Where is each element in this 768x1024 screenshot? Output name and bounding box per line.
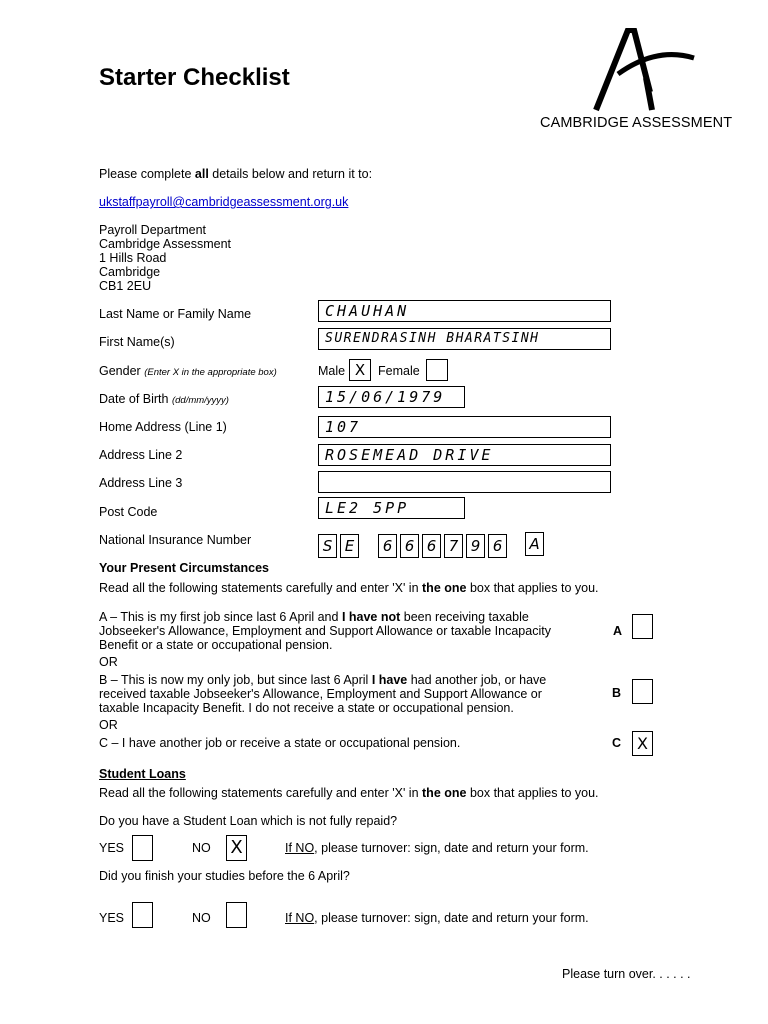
ni-char-box[interactable]: 6 (378, 534, 397, 558)
ni-char-box[interactable]: 6 (488, 534, 507, 558)
ni-label: National Insurance Number (99, 533, 252, 547)
q2-yes-label: YES (99, 911, 125, 925)
address-line: CB1 2EU (99, 279, 152, 293)
statement-c-checkbox[interactable]: X (632, 731, 653, 756)
statement-b-line: received taxable Jobseeker's Allowance, Employment and Support Allowance or (99, 687, 542, 701)
gender-label: Gender (Enter X in the appropriate box) (99, 364, 277, 378)
gender-note: (Enter X in the appropriate box) (144, 367, 277, 378)
first-name-label: First Name(s) (99, 335, 175, 349)
statement-a-line: Jobseeker's Allowance, Employment and Support Allowance or taxable Incapacity (99, 624, 551, 638)
student-loans-instruction: Read all the following statements carefully and enter 'X' in the one box that applies to you. (99, 786, 599, 800)
female-label: Female (378, 364, 420, 378)
q1-note: If NO, please turnover: sign, date and return your form. (285, 841, 589, 855)
circumstances-heading: Your Present Circumstances (99, 561, 269, 575)
q1-yes-label: YES (99, 841, 125, 855)
first-name-field[interactable]: SURENDRASINH BHARATSINH (318, 328, 611, 350)
statement-b-line: B – This is now my only job, but since last 6 April I have had another job, or have (99, 673, 547, 687)
statement-c-line: C – I have another job or receive a state or occupational pension. (99, 736, 461, 750)
address3-label: Address Line 3 (99, 476, 183, 490)
last-name-field[interactable]: CHAUHAN (318, 300, 611, 322)
statement-a-letter: A (613, 624, 623, 638)
ni-char-box[interactable]: 9 (466, 534, 485, 558)
statement-a-line: Benefit or a state or occupational pension. (99, 638, 333, 652)
q2-yes-checkbox[interactable] (132, 902, 153, 928)
ni-char-box[interactable]: 6 (400, 534, 419, 558)
female-checkbox[interactable] (426, 359, 448, 381)
ni-char-box[interactable]: S (318, 534, 337, 558)
address1-label: Home Address (Line 1) (99, 420, 227, 434)
payroll-email-link[interactable]: ukstaffpayroll@cambridgeassessment.org.uk (99, 195, 349, 209)
logo-text: CAMBRIDGE ASSESSMENT (540, 115, 733, 131)
statement-a-line: A – This is my first job since last 6 April and I have not been receiving taxable (99, 610, 529, 624)
address2-field[interactable]: ROSEMEAD DRIVE (318, 444, 611, 466)
ni-suffix-box[interactable]: A (525, 532, 544, 556)
q2-no-label: NO (192, 911, 211, 925)
postcode-field[interactable]: LE2 5PP (318, 497, 465, 519)
q2-note: If NO, please turnover: sign, date and return your form. (285, 911, 589, 925)
address3-field[interactable] (318, 471, 611, 493)
statement-b-line: taxable Incapacity Benefit. I do not receive a state or occupational pension. (99, 701, 514, 715)
male-checkbox[interactable]: X (349, 359, 371, 381)
statement-c-letter: C (612, 736, 622, 750)
studies-question: Did you finish your studies before the 6 April? (99, 869, 350, 883)
address-line: Payroll Department (99, 223, 206, 237)
ni-char-box[interactable]: E (340, 534, 359, 558)
or-separator: OR (99, 718, 118, 732)
student-loans-heading: Student Loans (99, 767, 186, 781)
ni-char-box[interactable]: 6 (422, 534, 441, 558)
male-label: Male (318, 364, 346, 378)
q1-no-checkbox[interactable]: X (226, 835, 247, 861)
address-line: Cambridge (99, 265, 161, 279)
circumstances-instruction: Read all the following statements carefully and enter 'X' in the one box that applies to you. (99, 581, 599, 595)
dob-label: Date of Birth (dd/mm/yyyy) (99, 392, 229, 406)
dob-field[interactable]: 15/06/1979 (318, 386, 465, 408)
turn-over-note: Please turn over. . . . . . (562, 967, 691, 981)
intro-line: Please complete all details below and return it to: (99, 167, 373, 181)
address-line: 1 Hills Road (99, 251, 167, 265)
address1-field[interactable]: 107 (318, 416, 611, 438)
statement-a-checkbox[interactable] (632, 614, 653, 639)
postcode-label: Post Code (99, 505, 158, 519)
q1-yes-checkbox[interactable] (132, 835, 153, 861)
address-line: Cambridge Assessment (99, 237, 232, 251)
cambridge-assessment-logo-icon (588, 28, 698, 112)
student-loan-question: Do you have a Student Loan which is not fully repaid? (99, 814, 398, 828)
last-name-label: Last Name or Family Name (99, 307, 252, 321)
statement-b-letter: B (612, 686, 622, 700)
dob-note: (dd/mm/yyyy) (171, 395, 229, 406)
address2-label: Address Line 2 (99, 448, 183, 462)
statement-b-checkbox[interactable] (632, 679, 653, 704)
ni-char-box[interactable]: 7 (444, 534, 463, 558)
q1-no-label: NO (192, 841, 211, 855)
page-title: Starter Checklist (99, 64, 290, 91)
q2-no-checkbox[interactable] (226, 902, 247, 928)
or-separator: OR (99, 655, 118, 669)
